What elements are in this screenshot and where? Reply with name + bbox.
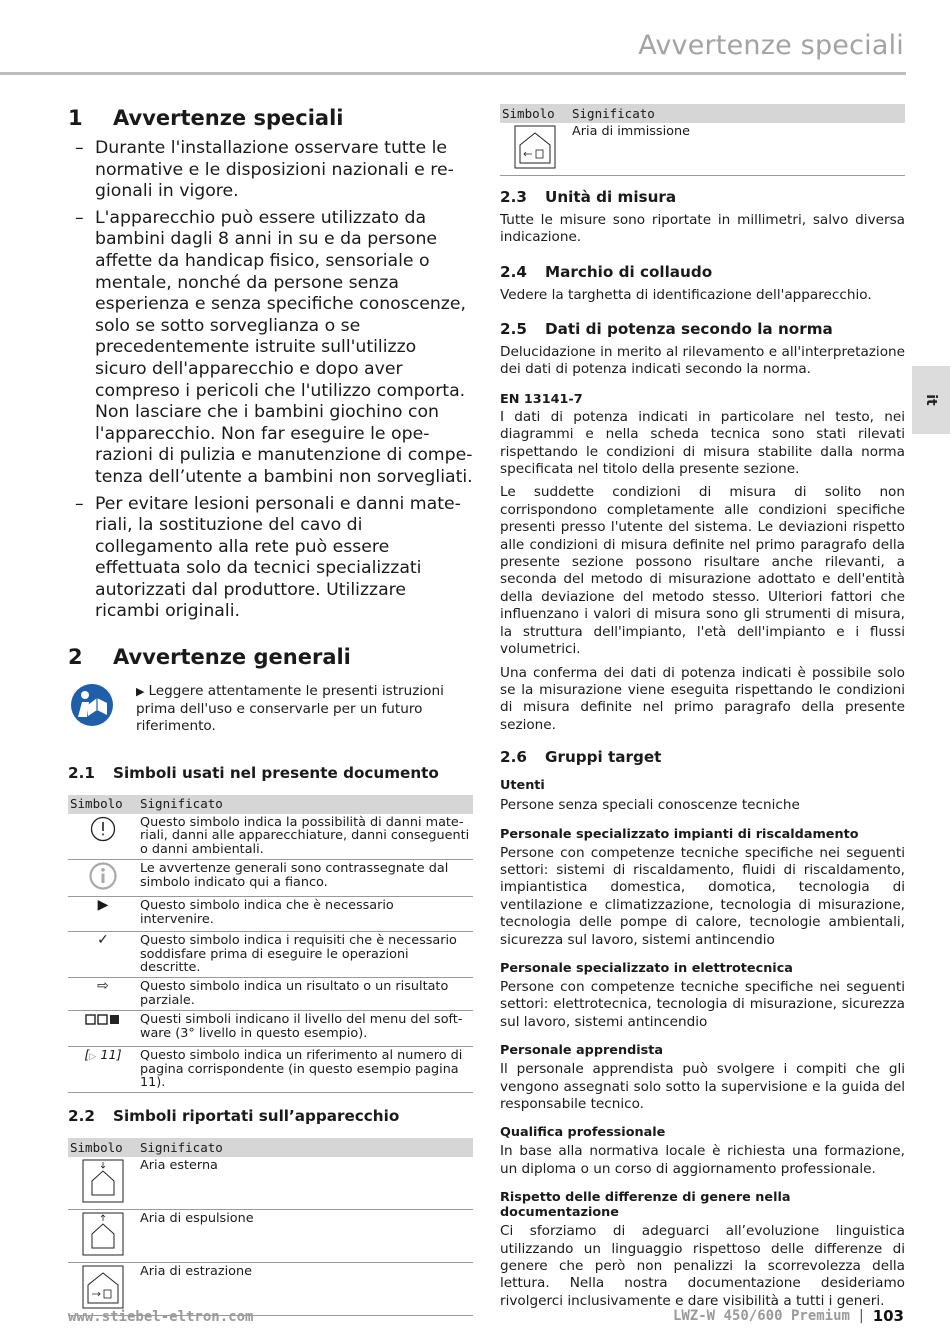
device-symbols-table bbox=[68, 1138, 473, 1315]
list-item: – L'apparecchio può essere utilizzato da bambini dagli 8 anni in su e da persone affette da handicap fisico, sensoriale o mentale, nonché da persone senza esperienza e senza specifiche conoscenze, solo se sotto sorveglianza o se precedentemente istruite sull'utilizzo sicuro dell'apparecchio e dopo aver compreso i pericoli che l'utilizzo comporta. Non lasciare che i bambini giochino con l'apparecchio. Non far eseguire le operazioni di pulizia e manutenzione di competenza dell’utente a bambini non sorvegliati. bbox=[75, 207, 473, 487]
section-2-1-heading bbox=[68, 764, 473, 782]
section-title: Avvertenze generali bbox=[113, 645, 351, 670]
column-header: Simbolo bbox=[68, 1138, 138, 1157]
table-row: Le avvertenze generali sono contrassegnate dal simbolo indicato qui a fianco. bbox=[68, 859, 473, 896]
extract-air-icon bbox=[82, 1265, 124, 1309]
document-symbols-table bbox=[68, 795, 473, 1094]
target-group-title: Personale apprendista bbox=[500, 1043, 664, 1059]
test-mark-text: Vedere la targhetta di identificazione dell'apparecchio. bbox=[500, 286, 872, 303]
table-row: [▷ 11] Questo simbolo indica un riferimento al numero di pagina corrispondente (in questo esempio pagina 11). bbox=[68, 1046, 473, 1092]
menu-level-icon bbox=[85, 1013, 121, 1027]
target-group-text: In base alla normativa locale è richiesta una formazione, un diploma o un corso di aggiornamento professionale. bbox=[500, 1143, 905, 1177]
read-manual-icon bbox=[70, 683, 114, 727]
warning-exclamation-icon bbox=[90, 816, 116, 842]
page-footer bbox=[673, 1307, 904, 1325]
list-item: – Per evitare lesioni personali e danni materiali, la sostituzione del cavo di collegamento alla rete può essere effettuata solo da tecnici specializzati autorizzati dal produttore. Utilizzare ricambi originali. bbox=[75, 493, 461, 622]
outdoor-air-icon bbox=[82, 1159, 124, 1203]
table-header-row bbox=[500, 104, 905, 123]
target-group-title: Qualifica professionale bbox=[500, 1125, 666, 1141]
section-2-4-heading: 2.4 Marchio di collaudo bbox=[500, 262, 713, 281]
performance-paragraph: I dati di potenza indicati in particolare nel testo, nei diagrammi e nella scheda tecnica sono stati rilevati rispettando le condizioni di misura stabilite dalla norma specificata nel titolo della presente sezione. bbox=[500, 408, 905, 478]
performance-paragraph: Le suddette condizioni di misura di solito non corrispondono completamente alle condizioni specifiche presenti presso l'utente del sistema. Le deviazioni rispetto alle condizioni di misura definite nel primo paragrafo della presente sezione possono risultare anche rilevanti, a seconda del metodo di misurazione adottato e dell'entità della deviazione del metodo stesso. Ulteriori fattori che influenzano i valori di misura sono gli strumenti di misura, la struttura dell'impianto, l'età dell'impianto e i flussi volumetrici. bbox=[500, 484, 905, 658]
section-2-3-heading: 2.3 Unità di misura bbox=[500, 187, 677, 206]
note-text: ▶ Leggere attentamente le presenti istruzioni prima dell'uso e conservarle per un futuro riferimento. bbox=[136, 683, 444, 735]
section-2-6-heading: 2.6 Gruppi target bbox=[500, 748, 662, 767]
table-row: Aria di estrazione bbox=[68, 1262, 473, 1315]
target-group-text: Persone con competenze tecniche specifiche nei seguenti settori: sistemi di riscaldamento, fluidi di riscaldamento, impiantistica domestica, domotica, tecnologia di ventilazione e climatizzazione, tecnologia di misurazione, tecnologia delle pompe di calore, tecnologie ambientali, sicurezza sul lavoro, sistemi antincendio bbox=[500, 844, 905, 948]
table-row: Aria di espulsione bbox=[68, 1209, 473, 1262]
read-instructions-note bbox=[68, 683, 473, 736]
section-number: 1 bbox=[68, 106, 83, 130]
exhaust-air-icon bbox=[82, 1212, 124, 1256]
column-header: Significato bbox=[138, 1138, 473, 1157]
language-label: it bbox=[923, 394, 939, 406]
page-reference-icon: [▷ 11] bbox=[84, 1047, 122, 1063]
table-header-row bbox=[68, 1138, 473, 1157]
running-header: Avvertenze speciali bbox=[638, 30, 904, 61]
list-item: – Durante l'installazione osservare tutte le normative e le disposizioni nazionali e regionali in vigore. bbox=[75, 138, 454, 202]
section-title: Avvertenze speciali bbox=[113, 106, 344, 130]
target-group-title: Personale specializzato in elettrotecnica bbox=[500, 960, 793, 976]
header-rule bbox=[0, 72, 906, 75]
result-arrow-icon: ⇨ bbox=[97, 978, 109, 995]
section-2-5-heading: 2.5 Dati di potenza secondo la norma bbox=[500, 320, 833, 339]
target-group-text: Il personale apprendista può svolgere i compiti che gli vengono assegnati solo sotto la supervisione e la guida del responsabile tecnico. bbox=[500, 1061, 905, 1113]
target-group-text: Persone senza speciali conoscenze tecniche bbox=[500, 797, 800, 814]
section-number: 2.1 bbox=[68, 763, 95, 782]
section-2-2-heading bbox=[68, 1107, 473, 1125]
column-header: Simbolo bbox=[68, 795, 138, 814]
table-header-row bbox=[68, 795, 473, 814]
table-row: Aria di immissione bbox=[500, 123, 905, 175]
model-name: LWZ-W 450/600 Premium bbox=[672, 1308, 850, 1324]
target-group-title: Rispetto delle differenze di genere nella documentazione bbox=[500, 1190, 791, 1221]
page-number: 103 bbox=[872, 1307, 904, 1325]
norm-heading: EN 13141-7 bbox=[500, 391, 583, 407]
target-group-text: Persone con competenze tecniche specifiche nei seguenti settori: elettrotecnica, tecnologia di misurazione, sicurezza sul lavoro, sistemi antincendio bbox=[500, 978, 905, 1030]
column-header: Simbolo bbox=[500, 104, 570, 123]
table-row: Questo simbolo indica la possibilità di danni materiali, danni alle apparecchiature, danni conseguenti o danni ambientali. bbox=[68, 814, 473, 860]
performance-paragraph: Una conferma dei dati di potenza indicati è possibile solo se la misurazione viene eseguita rispettando le condizioni di misura definite nel primo paragrafo della presente sezione. bbox=[500, 664, 905, 733]
right-column bbox=[500, 104, 905, 1310]
language-tab bbox=[912, 366, 950, 434]
target-group-title: Utenti bbox=[500, 778, 545, 794]
info-icon bbox=[89, 862, 117, 890]
left-column bbox=[68, 106, 473, 1316]
table-row: ⇨ Questo simbolo indica un risultato o un risultato parziale. bbox=[68, 978, 473, 1011]
table-row: ✓ Questo simbolo indica i requisiti che è necessario soddisfare prima di eseguire le operazioni descritte. bbox=[68, 931, 473, 977]
footer-separator: | bbox=[858, 1308, 864, 1324]
section-number: 2.2 bbox=[68, 1107, 95, 1126]
column-header: Significato bbox=[570, 104, 905, 123]
section-title: Simboli usati nel presente documento bbox=[113, 763, 439, 782]
target-group-title: Personale specializzato impianti di riscaldamento bbox=[500, 826, 859, 842]
checkmark-icon: ✓ bbox=[97, 931, 109, 948]
section-1-heading bbox=[68, 106, 473, 130]
section-title: Simboli riportati sull’apparecchio bbox=[113, 1107, 400, 1126]
units-text: Tutte le misure sono riportate in millimetri, salvo diversa indicazione. bbox=[500, 211, 905, 246]
action-arrow-icon: ▶ bbox=[97, 896, 109, 913]
table-row: Aria esterna bbox=[68, 1157, 473, 1209]
supply-air-icon bbox=[514, 125, 556, 169]
special-warnings-list bbox=[68, 138, 473, 623]
section-number: 2 bbox=[68, 645, 83, 670]
target-group-text: Ci sforziamo di adeguarci all’evoluzione linguistica utilizzando un linguaggio rispettoso delle differenze di genere che però non penalizzi la scorrevolezza della lettura. Nella nostra documentazione desideriamo rivolgerci inclusivamente e dare visibilità a tutti i generi. bbox=[500, 1223, 905, 1309]
column-header: Significato bbox=[138, 795, 473, 814]
website-url: www.stiebel-eltron.com bbox=[68, 1309, 254, 1325]
table-row: ▶ Questo simbolo indica che è necessario intervenire. bbox=[68, 896, 473, 931]
table-row: Questi simboli indicano il livello del menu del software (3° livello in questo esempio). bbox=[68, 1010, 473, 1046]
section-2-heading bbox=[68, 645, 473, 669]
device-symbols-table-continued bbox=[500, 104, 905, 176]
performance-intro: Delucidazione in merito al rilevamento e all'interpretazione dei dati di potenza indicati secondo la norma. bbox=[500, 344, 905, 378]
